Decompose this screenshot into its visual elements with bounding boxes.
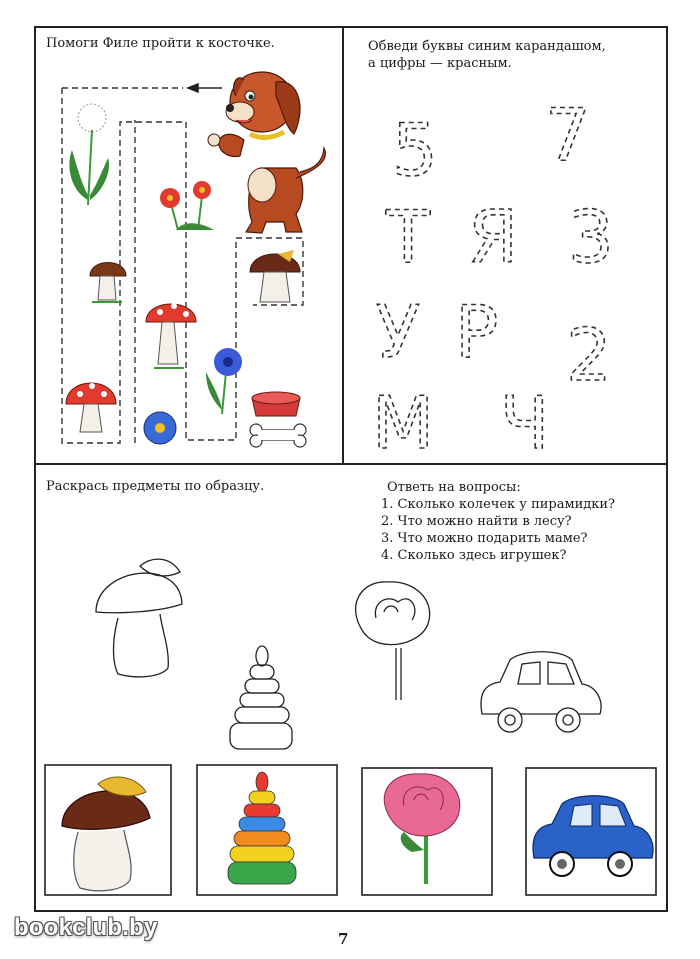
maze-instruction: Помоги Филе пройти к косточке. [46,36,275,51]
trace-glyph-4: Я [468,195,519,279]
trace-glyph-5: 3 [568,195,614,279]
trace-glyph-9: М [372,381,435,465]
question-4: 4. Сколько здесь игрушек? [381,548,567,563]
maze-arrow [188,84,222,92]
trace-glyph-2: 7 [545,93,591,177]
bone-icon [250,424,306,447]
pyramid-toy-sample-illustration [228,772,296,884]
dog-bowl-illustration [252,392,300,416]
coloring-instruction: Раскрась предметы по образцу. [46,479,265,494]
tracing-instruction-line2: а цифры — красным. [368,56,512,71]
mushroom-box-illustration [250,250,300,302]
question-2: 2. Что можно найти в лесу? [381,514,572,529]
car-sample-illustration [533,796,653,876]
mushroom-outline-icon [96,559,182,677]
question-3: 3. Что можно подарить маме? [381,531,588,546]
dog-filya-illustration [208,72,325,233]
trace-glyph-7: Р [455,290,499,374]
tracing-glyphs [372,93,614,465]
trace-glyph-3: Т [386,195,430,279]
trace-glyph-1: 5 [392,108,438,192]
rose-outline-icon [356,582,430,700]
mushroom-sample-illustration [62,777,150,891]
dandelion-illustration [69,104,109,205]
watermark: bookclub.by [14,914,158,941]
trace-glyph-6: У [376,290,420,374]
questions-title: Ответь на вопросы: [387,480,521,495]
fly-agaric-bottom-illustration [66,383,116,432]
trace-glyph-10: Ч [500,381,550,465]
blue-flower-illustration [144,412,176,444]
rose-sample-illustration [384,774,460,884]
red-flowers-illustration [160,181,214,230]
trace-glyph-8: 2 [566,313,612,397]
pyramid-toy-outline-icon [230,646,292,749]
tracing-instruction-line1: Обведи буквы синим карандашом, [368,39,606,54]
question-1: 1. Сколько колечек у пирамидки? [381,497,616,512]
car-outline-icon [481,652,601,732]
fly-agaric-middle-illustration [146,303,196,368]
page-number: 7 [338,930,349,948]
